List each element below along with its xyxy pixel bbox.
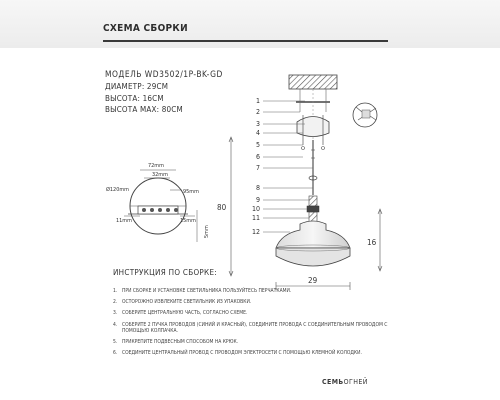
detail-dim-72: 72mm [148, 163, 164, 169]
page-title: СХЕМА СБОРКИ [103, 23, 188, 34]
instruction-number: 3. [113, 310, 118, 317]
callout-9: 9 [255, 196, 260, 204]
callout-5: 5 [255, 141, 260, 149]
instruction-text: ПРИ СБОРКЕ И УСТАНОВКЕ СВЕТИЛЬНИКА ПОЛЬЗУЙТЕСЬ ПЕРЧАТКАМИ. [122, 288, 292, 294]
dimension-shade-height [378, 209, 382, 271]
wiring-detail [353, 103, 377, 127]
callout-4: 4 [255, 129, 260, 137]
brand-regular: ОГНЕЙ [343, 378, 368, 386]
instruction-item [113, 299, 413, 305]
spec-height: ВЫСОТА: 16СМ [105, 93, 164, 103]
suspension-cable [311, 140, 315, 195]
canopy [297, 117, 329, 137]
instruction-number: 5. [113, 339, 118, 346]
callout-1: 1 [255, 97, 260, 105]
instruction-text: ОСТОРОЖНО ИЗВЛЕКИТЕ СВЕТИЛЬНИК ИЗ УПАКОВКИ. [122, 299, 252, 306]
callout-8: 8 [255, 184, 260, 192]
instruction-item [113, 288, 413, 294]
model-name: МОДЕЛЬ WD3502/1P-BK-GD [105, 69, 223, 79]
instructions-list [113, 288, 413, 361]
callout-3: 3 [255, 120, 260, 128]
brand-logo [322, 378, 368, 386]
callout-11: 11 [251, 214, 260, 222]
dimension-shade-height-label: 16 [367, 238, 377, 247]
instruction-text: СОЕДИНИТЕ ЦЕНТРАЛЬНЫЙ ПРОВОД С ПРОВОДОМ ЭЛЕКТРОСЕТИ С ПОМОЩЬЮ КЛЕМНОЙ КОЛОДКИ. [122, 350, 362, 357]
instruction-item [113, 322, 413, 334]
instruction-number: 2. [113, 299, 118, 306]
dimension-height-max-label: 80 [217, 203, 227, 212]
instruction-number: 4. [113, 321, 118, 328]
brand-bold: СЕМЬ [322, 378, 344, 386]
instruction-number: 6. [113, 350, 118, 357]
instruction-item [113, 350, 413, 356]
callout-6: 6 [255, 153, 260, 161]
detail-dim-11: 11mm [116, 218, 132, 224]
callout-12: 12 [251, 228, 260, 236]
detail-dim-32: 32mm [152, 172, 168, 178]
instruction-item [113, 310, 413, 316]
mounting-plate-detail [124, 170, 197, 242]
dimension-height-max [229, 137, 233, 276]
spec-height-max: ВЫСОТА МАХ: 80СМ [105, 105, 183, 115]
spec-diameter: ДИАМЕТР: 29СМ [105, 81, 169, 91]
callout-7: 7 [255, 164, 260, 172]
detail-dim-15: 15mm [180, 218, 196, 224]
instruction-item [113, 339, 413, 345]
instructions-title: ИНСТРУКЦИЯ ПО СБОРКЕ: [113, 268, 218, 277]
detail-dim-95: 95mm [183, 189, 199, 195]
callout-10: 10 [251, 205, 260, 213]
callout-2: 2 [255, 108, 260, 116]
lamp-shade [276, 221, 350, 266]
dimension-diameter-label: 29 [308, 276, 318, 285]
detail-dim-120: Ø120mm [106, 187, 129, 193]
ceiling-plate [289, 75, 337, 89]
instruction-text: ПРИКРЕПИТЕ ПОДВЕСНЫМ СПОСОБОМ НА КРЮК. [122, 339, 239, 346]
instruction-number: 1. [113, 288, 118, 294]
instruction-text: СОБЕРИТЕ ЦЕНТРАЛЬНУЮ ЧАСТЬ, СОГЛАСНО СХЕМЕ. [122, 310, 248, 317]
instruction-text: СОБЕРИТЕ 2 ПУЧКА ПРОВОДОВ (СИНИЙ И КРАСНЫЙ), СОЕДИНИТЕ ПРОВОДА С СОЕДИНИТЕЛЬНЫМ ПРОВОДОМ С ПОМОЩЬЮ КОЛПАЧКА. [122, 321, 388, 334]
detail-dim-5: 5mm [204, 225, 210, 238]
